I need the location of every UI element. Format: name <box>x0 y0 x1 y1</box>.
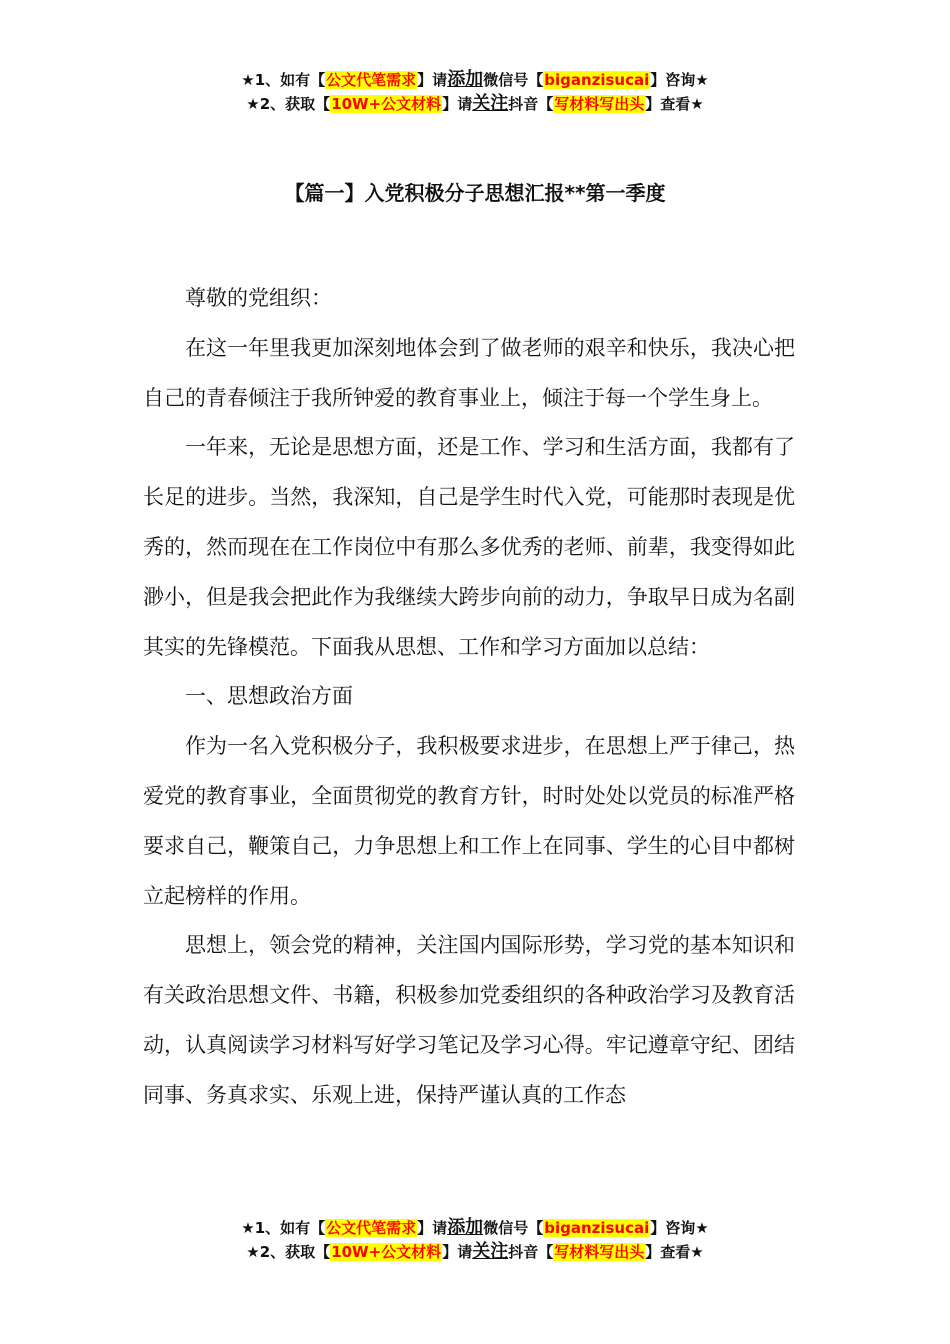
notice-line-2 <box>0 1240 950 1264</box>
notice-douyin-id: 写材料写出头 <box>554 95 645 113</box>
document-body <box>143 274 795 1121</box>
notice-text: 微信号【 <box>483 1219 544 1237</box>
notice-text: ★2、获取【 <box>246 95 331 113</box>
notice-emphasis: 关注 <box>472 93 509 114</box>
notice-emphasis: 关注 <box>472 1241 509 1262</box>
notice-text: 微信号【 <box>483 71 544 89</box>
notice-text: ★2、获取【 <box>246 1243 331 1261</box>
notice-emphasis: 添加 <box>447 1217 484 1238</box>
notice-line-1 <box>0 1216 950 1240</box>
notice-wechat-id: biganzisucai <box>544 71 650 89</box>
notice-highlight: 公文代笔需求 <box>326 1219 417 1237</box>
notice-line-1 <box>0 68 950 92</box>
notice-text: 】查看★ <box>645 1243 704 1261</box>
notice-text: 】查看★ <box>645 95 704 113</box>
paragraph: 作为一名入党积极分子，我积极要求进步，在思想上严于律己，热爱党的教育事业，全面贯彻党的教育方针，时时处处以党员的标准严格要求自己，鞭策自己，力争思想上和工作上在同事、学生的心目中都树立起榜样的作用。 <box>143 734 795 908</box>
notice-text: 】请 <box>417 1219 448 1237</box>
notice-text: ★1、如有【 <box>241 1219 326 1237</box>
notice-emphasis: 添加 <box>447 69 484 90</box>
notice-highlight: 10W+公文材料 <box>331 95 442 113</box>
paragraph: 一年来，无论是思想方面，还是工作、学习和生活方面，我都有了长足的进步。当然，我深知，自己是学生时代入党，可能那时表现是优秀的，然而现在在工作岗位中有那么多优秀的老师、前辈，我变得如此渺小，但是我会把此作为我继续大跨步向前的动力，争取早日成为名副其实的先锋模范。下面我从思想、工作和学习方面加以总结： <box>143 435 795 659</box>
notice-text: 】请 <box>442 95 473 113</box>
notice-line-2 <box>0 92 950 116</box>
notice-highlight: 10W+公文材料 <box>331 1243 442 1261</box>
notice-douyin-id: 写材料写出头 <box>554 1243 645 1261</box>
footer-notice <box>0 1216 950 1264</box>
paragraph: 思想上，领会党的精神，关注国内国际形势，学习党的基本知识和有关政治思想文件、书籍，积极参加党委组织的各种政治学习及教育活动，认真阅读学习材料写好学习笔记及学习心得。牢记遵章守纪、团结同事、务真求实、乐观上进，保持严谨认真的工作态 <box>143 933 795 1107</box>
section-heading: 一、思想政治方面 <box>185 684 353 709</box>
notice-wechat-id: biganzisucai <box>544 1219 650 1237</box>
header-notice <box>0 68 950 116</box>
notice-highlight: 公文代笔需求 <box>326 71 417 89</box>
notice-text: ★1、如有【 <box>241 71 326 89</box>
notice-text: 抖音【 <box>508 1243 554 1261</box>
document-title: 【篇一】入党积极分子思想汇报**第一季度 <box>284 181 666 205</box>
notice-text: 抖音【 <box>508 95 554 113</box>
notice-text: 】咨询★ <box>650 1219 709 1237</box>
salutation: 尊敬的党组织： <box>185 286 332 310</box>
paragraph: 在这一年里我更加深刻地体会到了做老师的艰辛和快乐，我决心把自己的青春倾注于我所钟爱的教育事业上，倾注于每一个学生身上。 <box>143 335 795 410</box>
notice-text: 】请 <box>442 1243 473 1261</box>
notice-text: 】咨询★ <box>650 71 709 89</box>
notice-text: 】请 <box>417 71 448 89</box>
